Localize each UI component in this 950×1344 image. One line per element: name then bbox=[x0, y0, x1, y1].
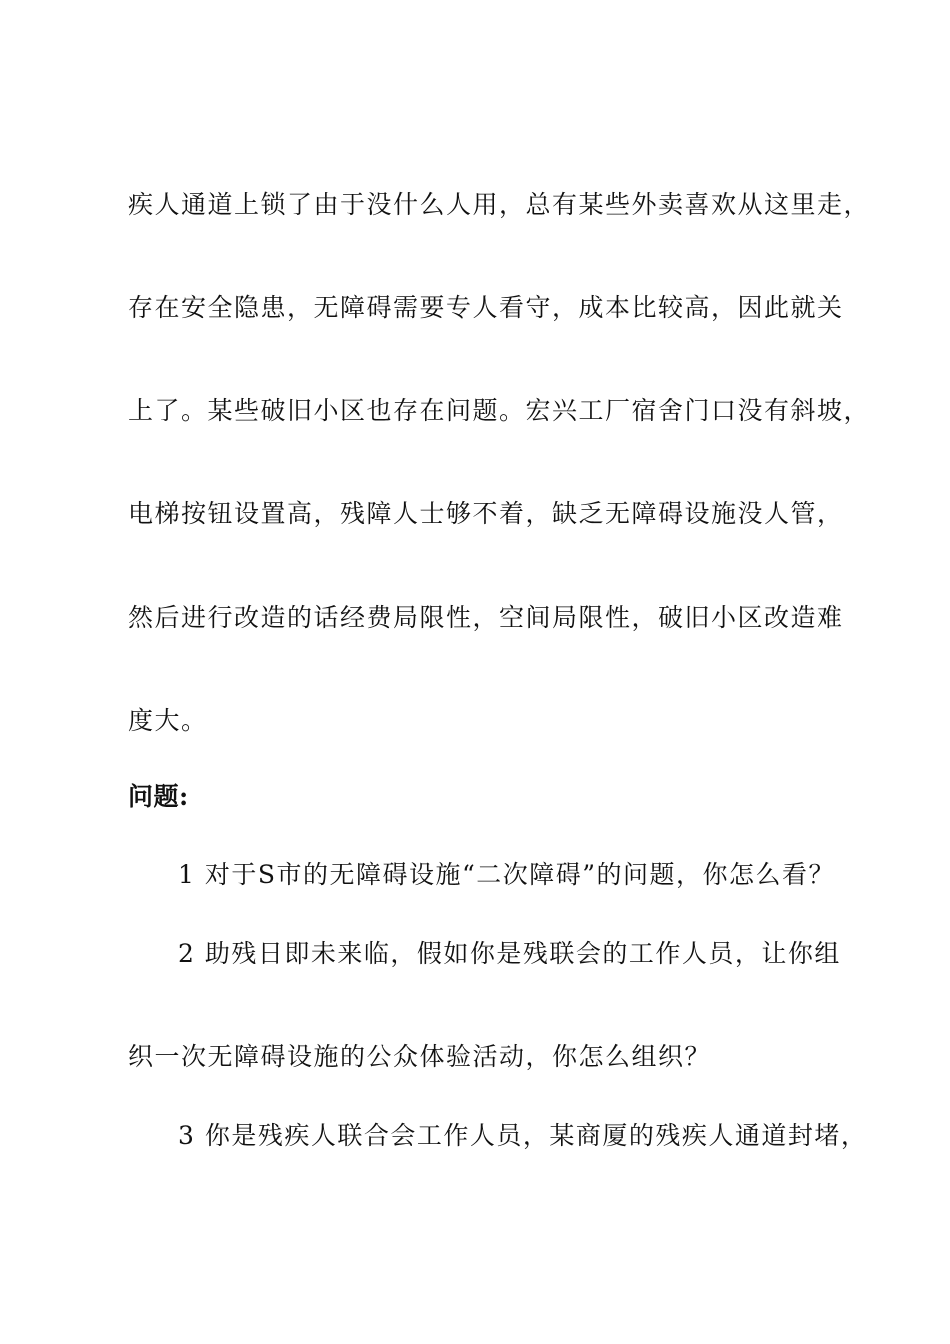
questions-heading: 问题: bbox=[128, 782, 189, 811]
question-3: 3 你是残疾人联合会工作人员，某商厦的残疾人通道封堵， bbox=[178, 1121, 868, 1150]
paragraph-line-1: 疾人通道上锁了由于没什么人用，总有某些外卖喜欢从这里走， bbox=[128, 190, 871, 219]
question-1: 1 对于S市的无障碍设施“二次障碍”的问题，你怎么看？ bbox=[178, 860, 836, 889]
question-2-line-2: 织一次无障碍设施的公众体验活动，你怎么组织？ bbox=[128, 1042, 712, 1071]
paragraph-line-3: 上了。某些破旧小区也存在问题。宏兴工厂宿舍门口没有斜坡， bbox=[128, 396, 871, 425]
paragraph-line-6: 度大。 bbox=[128, 706, 208, 735]
paragraph-line-5: 然后进行改造的话经费局限性，空间局限性，破旧小区改造难 bbox=[128, 603, 844, 632]
question-2-line-1: 2 助残日即未来临，假如你是残联会的工作人员，让你组 bbox=[178, 939, 841, 968]
paragraph-line-2: 存在安全隐患，无障碍需要专人看守，成本比较高，因此就关 bbox=[128, 293, 844, 322]
paragraph-line-4: 电梯按钮设置高，残障人士够不着，缺乏无障碍设施没人管， bbox=[128, 499, 844, 528]
